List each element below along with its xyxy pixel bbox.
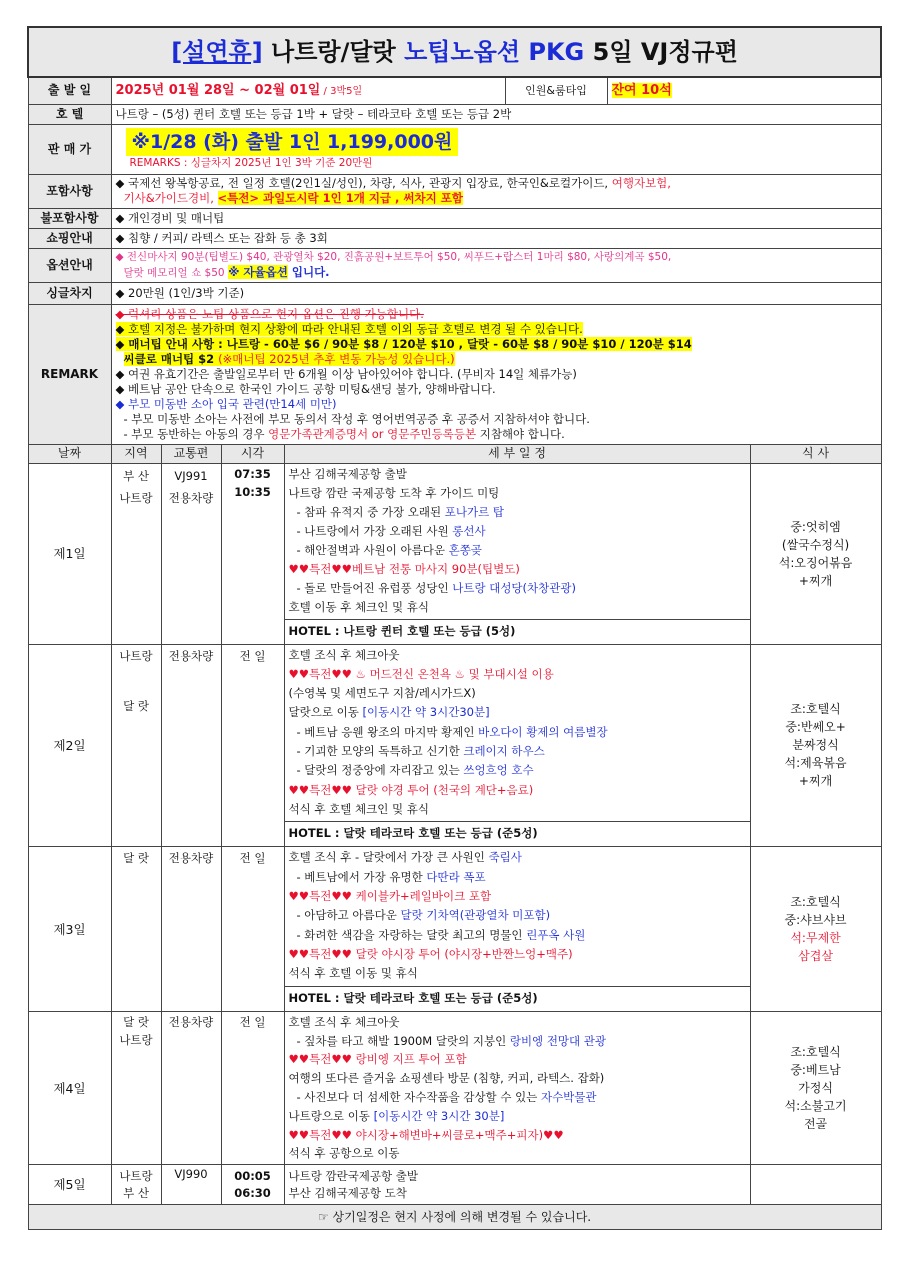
title-prefix: [설연휴]	[171, 37, 263, 66]
header-date: 날짜	[28, 444, 111, 463]
detail-text: - 기괴한 모양의 독특하고 신기한	[296, 743, 464, 758]
include-value	[111, 174, 881, 208]
option-label: 옵션안내	[28, 248, 111, 282]
region-2: 나트랑	[119, 490, 153, 505]
day-region	[111, 644, 161, 847]
day-time: 전 일	[221, 847, 284, 1011]
day-region	[111, 1011, 161, 1164]
include-insurance: 여행자보험,	[611, 176, 671, 190]
remark-line-8: - 부모 미동반 소아는 사전에 부모 동의서 작성 후 영어번역공증 후 공증서 지참하셔야 합니다.	[123, 411, 590, 426]
include-bonus: <특전> 과일도시락 1인 1개 지급 , 써차지 포함	[217, 191, 463, 205]
detail-text: - 짚차를 타고 해발 1900M 달랏의 지붕인	[296, 1033, 510, 1048]
bonus-line: ♥♥특전♥♥ 달랏 야시장 투어 (야시장+반짠느엉+맥주)	[288, 946, 573, 961]
header-detail: 세 부 일 정	[284, 444, 750, 463]
remark-line-9: - 부모 동반하는 아동의 경우	[123, 426, 269, 441]
seats-badge: 잔여 10석	[611, 83, 672, 99]
day-region	[111, 1165, 161, 1205]
pax-label: 인원&룸타입	[505, 77, 607, 104]
day-transport: 전용차량	[161, 1011, 221, 1164]
hotel-line: HOTEL : 달랏 테라코타 호텔 또는 등급 (준5성)	[285, 821, 750, 845]
day-transport: VJ990	[161, 1165, 221, 1205]
place-name: 포나가르 탑	[444, 504, 504, 519]
remark-line-1: ◆ 럭셔리 상품은 노팁 상품으로 현지 옵션은 진행 가능합니다.	[115, 306, 424, 321]
shopping-label: 쇼핑안내	[28, 228, 111, 248]
day-time: 전 일	[221, 1011, 284, 1164]
remark-row	[28, 304, 881, 444]
detail-line: 여행의 또다른 즐거움 쇼핑센타 방문 (침향, 커피, 라텍스. 잡화)	[288, 1071, 605, 1086]
option-line-1: ◆ 전신마사지 90분(팁별도) $40, 관광열차 $20, 진흙공원+보트투어 $50, 씨푸드+랍스터 1마리 $80, 사랑의계곡 $50,	[115, 250, 672, 263]
day-name: 제2일	[28, 644, 111, 847]
title-part2: 노팁노옵션 PKG	[404, 37, 585, 66]
option-line-2: 달랏 메모리얼 쇼 $50	[123, 266, 225, 279]
meal-line: 전골	[803, 1117, 828, 1132]
meal-line: 삼겹살	[798, 949, 833, 964]
itinerary-sheet	[27, 26, 880, 1230]
meal-line: +찌개	[798, 573, 833, 588]
price-value: ※1/28 (화) 출발 1인 1,199,000원	[126, 128, 459, 156]
day-time	[221, 1165, 284, 1205]
include-label: 포함사항	[28, 174, 111, 208]
day-detail	[284, 463, 750, 644]
meal-line: 중:반쎄오+	[785, 720, 846, 735]
title-part1: 나트랑/달랏	[262, 37, 405, 66]
place-name: 달랏 기차역(관광열차 미포함)	[400, 908, 551, 923]
departure-date: 2025년 01월 28일 ~ 02월 01일	[115, 82, 321, 98]
region-2: 달 랏	[123, 698, 149, 713]
day-meal	[750, 463, 881, 644]
remark-line-6: ◆ 베트남 공안 단속으로 한국인 가이드 공항 미팅&샌딩 불가, 양해바랍니다.	[115, 381, 496, 396]
include-row	[28, 174, 881, 208]
option-self-tail: 입니다.	[287, 264, 330, 279]
detail-text: - 아담하고 아름다운	[296, 908, 401, 923]
meal-line: 석:소불고기	[784, 1099, 847, 1114]
departure-row	[28, 77, 881, 104]
travel-time: [이동시간 약 3시간 30분]	[373, 1108, 505, 1123]
exclude-row	[28, 208, 881, 228]
region-2: 부 산	[123, 1185, 149, 1200]
remark-line-5: ◆ 여권 유효기간은 출발일로부터 만 6개월 이상 남아있어야 합니다. (무비자 14일 체류가능)	[115, 366, 577, 381]
detail-line: 부산 김해국제공항 도착	[288, 1185, 407, 1200]
meal-line: 중:베트남	[790, 1063, 841, 1078]
remark-line-7: ◆ 부모 미동반 소아 입국 관련(만14세 미만)	[115, 396, 337, 411]
shopping-value: ◆ 침향 / 커피/ 라텍스 또는 잡화 등 총 3회	[111, 228, 881, 248]
header-region: 지역	[111, 444, 161, 463]
price-label: 판 매 가	[28, 124, 111, 174]
remark-line-4b: (※매너팁 2025년 추후 변동 가능성 있습니다.)	[218, 351, 455, 366]
transport-2: 전용차량	[168, 490, 214, 505]
day-name: 제4일	[28, 1011, 111, 1164]
schedule-header	[28, 444, 881, 463]
bonus-line: ♥♥특전♥♥ 달랏 야경 투어 (천국의 계단+음료)	[288, 782, 534, 797]
meal-line: 석:제육볶음	[784, 756, 847, 771]
meal-line: 가정식	[798, 1081, 833, 1096]
day-transport: 전용차량	[161, 644, 221, 847]
hotel-line: HOTEL : 달랏 테라코타 호텔 또는 등급 (준5성)	[285, 986, 750, 1010]
detail-line: 석식 후 호텔 이동 및 휴식	[288, 966, 418, 981]
single-label: 싱글차지	[28, 282, 111, 304]
page-title	[28, 27, 881, 77]
day-row-1	[28, 463, 881, 644]
day-detail	[284, 1165, 750, 1205]
detail-line: 부산 김해국제공항 출발	[288, 466, 407, 481]
include-tips: 기사&가이드경비,	[123, 191, 214, 205]
day-name: 제5일	[28, 1165, 111, 1205]
day-detail	[284, 644, 750, 847]
footer-row	[28, 1205, 881, 1230]
seats-cell	[607, 77, 881, 104]
title-part3: 5일 VJ정규편	[584, 37, 738, 66]
departure-nights: / 3박5일	[320, 85, 363, 97]
hotel-label: 호 텔	[28, 104, 111, 124]
detail-text: - 돌로 만들어진 유럽풍 성당인	[296, 580, 453, 595]
day-time	[221, 463, 284, 644]
day-meal	[750, 847, 881, 1011]
detail-text: 호텔 조식 후 - 달랏에서 가장 큰 사원인	[288, 850, 489, 865]
single-row	[28, 282, 881, 304]
itinerary-table	[27, 26, 882, 1230]
detail-line: 호텔 조식 후 체크아웃	[288, 647, 400, 662]
time-1: 00:05	[234, 1168, 271, 1183]
detail-line: (수영복 및 세면도구 지참/레시가드X)	[288, 686, 476, 701]
remark-line-3: ◆ 매너팁 안내 사항 : 나트랑 - 60분 $6 / 90분 $8 / 120분 $10 , 달랏 - 60분 $8 / 90분 $10 / 120분 $14	[115, 336, 692, 351]
detail-line: 호텔 조식 후 체크아웃	[288, 1014, 400, 1029]
meal-line: (쌀국수정식)	[781, 537, 850, 552]
meal-line: 중:샤브샤브	[784, 913, 847, 928]
remark-value	[111, 304, 881, 444]
detail-text: 나트랑으로 이동	[288, 1108, 374, 1123]
shopping-row	[28, 228, 881, 248]
meal-line: +찌개	[798, 774, 833, 789]
meal-line: 분짜정식	[792, 738, 839, 753]
departure-label: 출 발 일	[28, 77, 111, 104]
time-2: 10:35	[234, 484, 271, 499]
place-name: 나트랑 대성당(차창관광)	[452, 580, 576, 595]
bonus-line: ♥♥특전♥♥ 야시장+해변바+씨클로+맥주+피자)♥♥	[288, 1127, 564, 1142]
price-cell	[111, 124, 881, 174]
hotel-row	[28, 104, 881, 124]
day-name: 제1일	[28, 463, 111, 644]
place-name: 린푸옥 사원	[526, 927, 586, 942]
day-region	[111, 463, 161, 644]
detail-line: 석식 후 공항으로 이동	[288, 1146, 400, 1161]
region-2: 나트랑	[119, 1032, 153, 1047]
price-remark: REMARKS : 싱글차지 2025년 1인 3박 기준 20만원	[129, 156, 373, 169]
time-1: 07:35	[234, 466, 271, 481]
region-1: 나트랑	[119, 648, 153, 663]
travel-time: [이동시간 약 3시간30분]	[362, 705, 490, 720]
price-row	[28, 124, 881, 174]
time-2: 06:30	[234, 1185, 271, 1200]
hotel-value: 나트랑 – (5성) 퀸터 호텔 또는 등급 1박 + 달랏 – 테라코타 호텔 또는 등급 2박	[111, 104, 881, 124]
remark-line-9b: 영문가족관계증명서 or 영문주민등록등본	[268, 426, 477, 441]
header-meal: 식 사	[750, 444, 881, 463]
place-name: 롱선사	[452, 523, 486, 538]
day-row-5	[28, 1165, 881, 1205]
day-row-2	[28, 644, 881, 847]
day-time: 전 일	[221, 644, 284, 847]
header-time: 시각	[221, 444, 284, 463]
remark-label: REMARK	[28, 304, 111, 444]
meal-line: 석:오징어볶음	[778, 555, 853, 570]
region-1: 달 랏	[123, 1014, 149, 1029]
detail-text: 달랏으로 이동	[288, 705, 363, 720]
meal-line: 조:호텔식	[790, 702, 841, 717]
day-name: 제3일	[28, 847, 111, 1011]
detail-text: - 베트남 응웬 왕조의 마지막 황제인	[296, 724, 479, 739]
place-name: 다딴라 폭포	[426, 869, 486, 884]
remark-line-9c: 지참해야 합니다.	[476, 426, 565, 441]
departure-value	[111, 77, 505, 104]
place-name: 랑비엥 전망대 관광	[509, 1033, 607, 1048]
day-meal	[750, 1165, 881, 1205]
place-name: 죽림사	[488, 850, 522, 865]
footer-note: ☞ 상기일정은 현지 사정에 의해 변경될 수 있습니다.	[28, 1205, 881, 1230]
detail-text: - 사진보다 더 섬세한 자수작품을 감상할 수 있는	[296, 1090, 541, 1105]
detail-text: - 달랏의 정중앙에 자리잡고 있는	[296, 763, 464, 778]
header-transport: 교통편	[161, 444, 221, 463]
place-name: 쓰엉흐엉 호수	[463, 763, 534, 778]
detail-text: - 나트랑에서 가장 오래된 사원	[296, 523, 453, 538]
detail-text: - 참파 유적지 중 가장 오래된	[296, 504, 445, 519]
remark-line-4: 씨클로 매너팁 $2	[123, 351, 219, 366]
region-1: 나트랑	[119, 1168, 153, 1183]
place-name: 혼쫑곶	[448, 542, 482, 557]
day-transport: 전용차량	[161, 847, 221, 1011]
day-region: 달 랏	[111, 847, 161, 1011]
bonus-line: ♥♥특전♥♥ 케이블카+레일바이크 포함	[288, 889, 492, 904]
meal-line: 조:호텔식	[790, 895, 841, 910]
detail-line: 석식 후 호텔 체크인 및 휴식	[288, 801, 429, 816]
detail-text: - 베트남에서 가장 유명한	[296, 869, 427, 884]
bonus-line: ♥♥특전♥♥베트남 전통 마사지 90분(팁별도)	[288, 561, 520, 576]
title-row	[28, 27, 881, 77]
day-transport	[161, 463, 221, 644]
transport-1: VJ991	[174, 468, 208, 483]
option-value	[111, 248, 881, 282]
day-meal	[750, 644, 881, 847]
option-row	[28, 248, 881, 282]
bonus-line: ♥♥특전♥♥ ♨ 머드전신 온천욕 ♨ 및 부대시설 이용	[288, 666, 554, 681]
day-row-3	[28, 847, 881, 1011]
place-name: 바오다이 황제의 여름별장	[478, 724, 608, 739]
exclude-value: ◆ 개인경비 및 매너팁	[111, 208, 881, 228]
hotel-line: HOTEL : 나트랑 퀸터 호텔 또는 등급 (5성)	[285, 619, 750, 643]
detail-line: 나트랑 깜란국제공항 출발	[288, 1168, 419, 1183]
place-name: 자수박물관	[540, 1090, 597, 1105]
remark-line-2: ◆ 호텔 지정은 불가하며 현지 상황에 따라 안내된 호텔 이외 동급 호텔로 변경 될 수 있습니다.	[115, 321, 583, 336]
detail-text: - 해안절벽과 사원이 아름다운	[296, 542, 449, 557]
day-detail	[284, 1011, 750, 1164]
place-name: 크레이지 하우스	[463, 743, 545, 758]
include-text-1: ◆ 국제선 왕복항공료, 전 일정 호텔(2인1실/성인), 차량, 식사, 관광지 입장료, 한국인&로컬가이드,	[115, 176, 612, 190]
detail-line: 호텔 이동 후 체크인 및 휴식	[288, 599, 429, 614]
detail-line: 나트랑 깜란 국제공항 도착 후 가이드 미팅	[288, 485, 500, 500]
option-self: ※ 자율옵션	[228, 264, 288, 279]
meal-line: 조:호텔식	[790, 1045, 841, 1060]
detail-text: - 화려한 색감을 자랑하는 달랏 최고의 명물인	[296, 927, 527, 942]
region-1: 부 산	[123, 468, 149, 483]
exclude-label: 불포함사항	[28, 208, 111, 228]
bonus-line: ♥♥특전♥♥ 랑비엥 지프 투어 포함	[288, 1052, 467, 1067]
day-row-4	[28, 1011, 881, 1164]
day-meal	[750, 1011, 881, 1164]
meal-line: 석:무제한	[790, 931, 841, 946]
single-value: ◆ 20만원 (1인/3박 기준)	[111, 282, 881, 304]
day-detail	[284, 847, 750, 1011]
meal-line: 중:엇히엠	[790, 519, 841, 534]
